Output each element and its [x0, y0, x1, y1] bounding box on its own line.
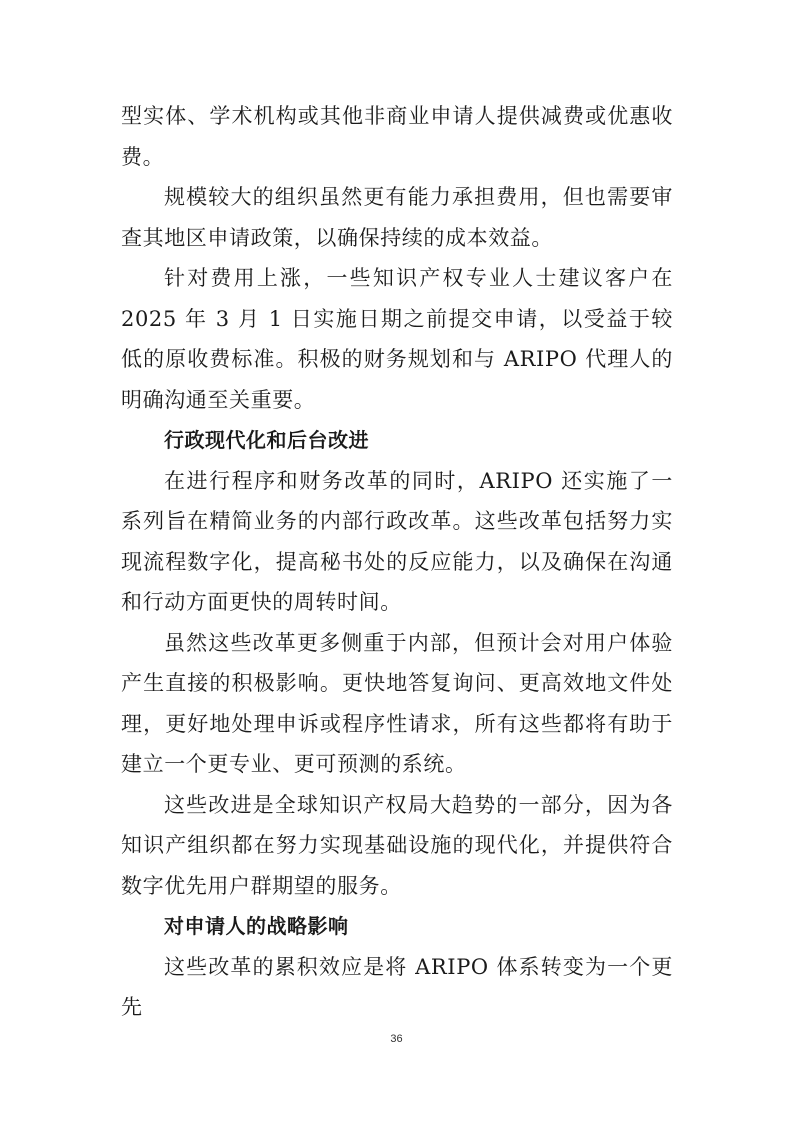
paragraph-5: 虽然这些改革更多侧重于内部，但预计会对用户体验产生直接的积极影响。更快地答复询问、更高效地文件处理，更好地处理申诉或程序性请求，所有这些都将有助于建立一个更专业、更可预测的系统。 [121, 630, 673, 776]
paragraph-4: 在进行程序和财务改革的同时，ARIPO 还实施了一系列旨在精简业务的内部行政改革。这些改革包括努力实现流程数字化，提高秘书处的反应能力，以及确保在沟通和行动方面更快的周转时间。 [121, 468, 673, 614]
page-body [121, 96, 673, 1028]
page-number: 36 [390, 1033, 403, 1045]
paragraph-6: 这些改进是全球知识产权局大趋势的一部分，因为各知识产组织都在努力实现基础设施的现代化，并提供符合数字优先用户群期望的服务。 [121, 792, 673, 898]
paragraph-1: 型实体、学术机构或其他非商业申请人提供减费或优惠收费。 [121, 104, 673, 169]
paragraph-7: 这些改革的累积效应是将 ARIPO 体系转变为一个更先 [121, 954, 673, 1019]
paragraph-2: 规模较大的组织虽然更有能力承担费用，但也需要审查其地区申请政策，以确保持续的成本效益。 [121, 185, 673, 250]
paragraph-3: 针对费用上涨，一些知识产权专业人士建议客户在 2025 年 3 月 1 日实施日期之前提交申请，以受益于较低的原收费标准。积极的财务规划和与 ARIPO 代理人的明确沟通至关重要。 [121, 266, 673, 412]
section-heading-admin-modernization: 行政现代化和后台改进 [164, 428, 369, 452]
section-heading-strategic-impact: 对申请人的战略影响 [164, 914, 349, 938]
